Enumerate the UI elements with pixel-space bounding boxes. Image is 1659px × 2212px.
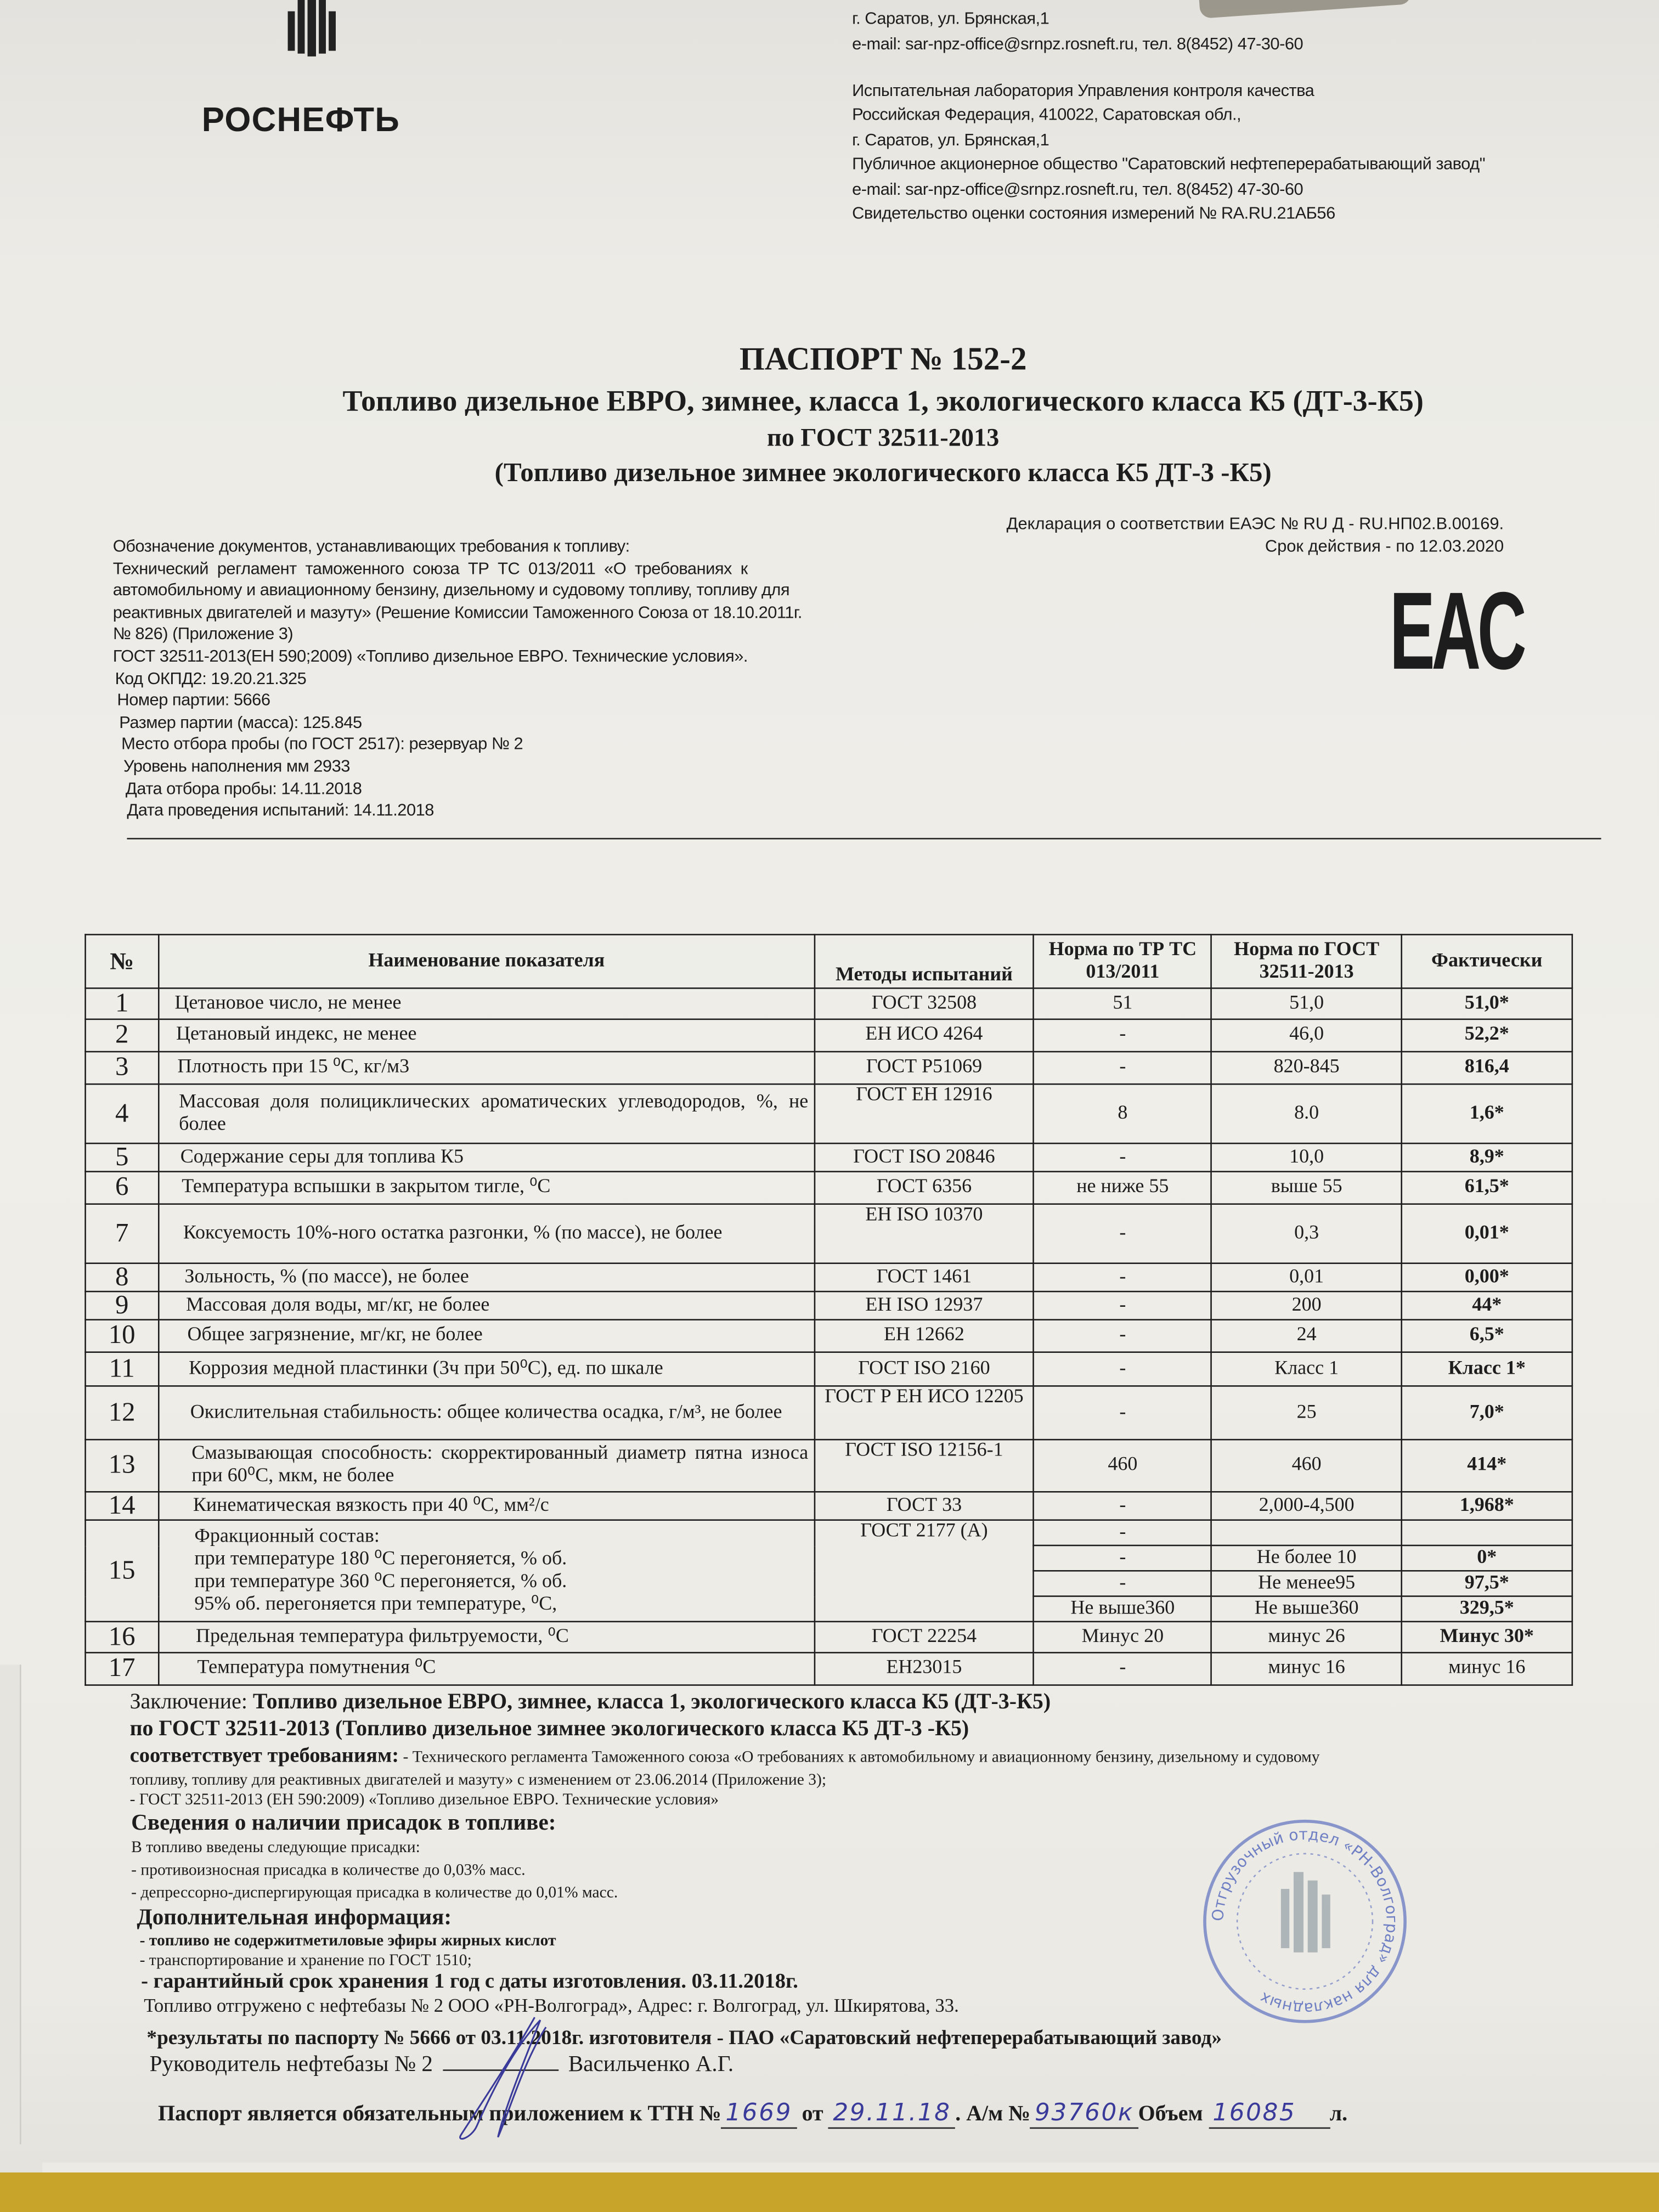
info-line: Код ОКПД2: 19.20.21.325 xyxy=(115,668,307,688)
email-line: e-mail: sar-npz-office@srnpz.rosneft.ru, тел. 8(8452) 47-30-60 xyxy=(852,33,1304,54)
lab-address: Российская Федерация, 410022, Саратовская обл., xyxy=(852,105,1242,125)
indicator-name: Массовая доля полициклических ароматических углеводородов, %, не более xyxy=(159,1084,815,1143)
norm-tr-ts: Не выше360 xyxy=(1034,1596,1212,1622)
test-method: ГОСТ 2177 (А) xyxy=(815,1520,1034,1622)
indicator-name-line: при температуре 360 ⁰С перегоняется, % об. xyxy=(194,1571,567,1592)
test-method: ГОСТ ISO 20846 xyxy=(815,1143,1034,1171)
norm-tr-ts: 8 xyxy=(1034,1084,1212,1143)
table-row xyxy=(86,1440,1572,1492)
actual-value: 6,5* xyxy=(1402,1320,1572,1352)
document-info xyxy=(113,536,802,822)
compliance-text: - Технического регламента Таможенного союза «О требованиях к автомобильному и авиационному бензину, дизельному и судовому xyxy=(399,1749,1320,1767)
actual-value: 61,5* xyxy=(1402,1172,1572,1204)
test-method: ГОСТ ЕН 12916 xyxy=(815,1084,1034,1143)
info-line: Размер партии (масса): 125.845 xyxy=(119,712,362,732)
row-number: 15 xyxy=(86,1520,159,1622)
conclusion-label: Заключение: xyxy=(129,1690,253,1714)
table-row xyxy=(86,1386,1572,1440)
actual-value: 414* xyxy=(1402,1440,1572,1492)
info-line: Место отбора пробы (по ГОСТ 2517): резервуар № 2 xyxy=(121,734,523,754)
actual-value: Минус 30* xyxy=(1402,1622,1572,1653)
signature-line xyxy=(150,2051,1659,2079)
additional-heading: Дополнительная информация: xyxy=(137,1905,452,1930)
norm-tr-ts: Минус 20 xyxy=(1034,1622,1212,1653)
test-method: ГОСТ ISO 2160 xyxy=(815,1352,1034,1386)
info-line: Технический регламент таможенного союза ТР ТС 013/2011 «О требованиях к xyxy=(112,558,748,578)
indicator-name: Плотность при 15 ⁰С, кг/м3 xyxy=(159,1052,815,1084)
indicator-name: Зольность, % (по массе), не более xyxy=(159,1263,815,1291)
norm-gost: 460 xyxy=(1212,1440,1402,1492)
signature-blank xyxy=(443,2069,558,2071)
table-row xyxy=(86,1352,1572,1386)
norm-gost: минус 26 xyxy=(1212,1622,1402,1653)
norm-gost: Не более 10 xyxy=(1212,1545,1402,1571)
indicator-name: Содержание серы для топлива К5 xyxy=(159,1143,815,1171)
norm-gost: 25 xyxy=(1212,1386,1402,1440)
indicator-name: Коррозия медной пластинки (3ч при 50⁰С), ед. по шкале xyxy=(159,1352,815,1386)
actual-value: 0* xyxy=(1402,1545,1572,1571)
lab-address: г. Саратов, ул. Брянская,1 xyxy=(852,129,1049,150)
info-line: Номер партии: 5666 xyxy=(117,690,270,710)
norm-gost: минус 16 xyxy=(1212,1652,1402,1685)
norm-gost: 46,0 xyxy=(1212,1019,1402,1052)
table-row xyxy=(86,1320,1572,1352)
row-number: 13 xyxy=(86,1440,159,1492)
row-number: 7 xyxy=(86,1204,159,1263)
info-line: автомобильному и авиационному бензину, дизельному и судовому топливу, топливу для xyxy=(112,580,790,600)
row-number: 8 xyxy=(86,1263,159,1291)
row-number: 10 xyxy=(86,1320,159,1352)
column-header: Норма по ТР ТС 013/2011 xyxy=(1034,935,1212,989)
norm-tr-ts: - xyxy=(1034,1143,1212,1171)
table-row xyxy=(86,988,1572,1019)
test-method: ГОСТ 1461 xyxy=(815,1263,1034,1291)
indicator-name-line: Фракционный состав: xyxy=(194,1525,380,1547)
info-line: Дата отбора пробы: 14.11.2018 xyxy=(125,778,362,798)
test-method: ГОСТ 22254 xyxy=(815,1622,1034,1653)
norm-tr-ts: - xyxy=(1034,1019,1212,1052)
norm-tr-ts: - xyxy=(1034,1352,1212,1386)
norm-gost: 820-845 xyxy=(1212,1052,1402,1084)
additive-item: - противоизносная присадка в количестве до 0,03% масс. xyxy=(131,1862,526,1880)
norm-gost xyxy=(1212,1520,1402,1545)
actual-value: Класс 1* xyxy=(1402,1352,1572,1386)
norm-gost: 51,0 xyxy=(1212,988,1402,1019)
signer-name: Васильченко А.Г. xyxy=(568,2052,734,2077)
norm-gost: 10,0 xyxy=(1212,1143,1402,1171)
norm-gost: 8.0 xyxy=(1212,1084,1402,1143)
table-header-row xyxy=(86,935,1572,989)
vehicle-number: 93760к xyxy=(1030,2099,1138,2129)
row-number: 3 xyxy=(86,1052,159,1084)
ttn-footer xyxy=(158,2099,1659,2130)
indicator-name: Смазывающая способность: скорректированный диаметр пятна износа при 60⁰С, мкм, не более xyxy=(159,1440,815,1492)
test-method: ГОСТ Р51069 xyxy=(815,1052,1034,1084)
column-header: Наименование показателя xyxy=(159,935,815,989)
test-method: ЕН 12662 xyxy=(815,1320,1034,1352)
lab-name: Испытательная лаборатория Управления контроля качества xyxy=(852,80,1314,100)
company-name: Публичное акционерное общество "Саратовский нефтеперерабатывающий завод" xyxy=(852,154,1486,174)
stamp-icon xyxy=(1199,1815,1411,2027)
test-method: ЕН23015 xyxy=(815,1652,1034,1685)
compliance xyxy=(130,1745,1659,1810)
declaration-block xyxy=(1007,512,1504,557)
test-method: ЕН ISO 12937 xyxy=(815,1291,1034,1319)
column-header: Норма по ГОСТ 32511-2013 xyxy=(1212,935,1402,989)
actual-value: 7,0* xyxy=(1402,1386,1572,1440)
additional-line: - транспортирование и хранение по ГОСТ 1510; xyxy=(139,1952,472,1970)
table-row xyxy=(86,1652,1572,1685)
column-header: Методы испытаний xyxy=(815,935,1034,989)
test-method: ГОСТ ISO 12156-1 xyxy=(815,1440,1034,1492)
volume-label: Объем xyxy=(1138,2102,1203,2126)
actual-value: 52,2* xyxy=(1402,1019,1572,1052)
norm-tr-ts: - xyxy=(1034,1571,1212,1596)
signer-role: Руководитель нефтебазы № 2 xyxy=(149,2052,433,2077)
norm-tr-ts: - xyxy=(1034,1204,1212,1263)
additives-list xyxy=(131,1837,1114,1904)
vehicle-label: . А/м № xyxy=(955,2102,1031,2126)
norm-gost: 2,000-4,500 xyxy=(1212,1492,1402,1520)
row-number: 16 xyxy=(86,1622,159,1653)
rosneft-emblem-icon xyxy=(279,0,347,59)
column-header: Фактически xyxy=(1402,935,1572,989)
norm-tr-ts: - xyxy=(1034,1320,1212,1352)
norm-tr-ts: 460 xyxy=(1034,1440,1212,1492)
additives-and-stamp-row xyxy=(0,1810,1659,2027)
ttn-label: Паспорт является обязательным приложением к ТТН № xyxy=(157,2102,721,2126)
indicator-name: Кинематическая вязкость при 40 ⁰С, мм²/с xyxy=(159,1492,815,1520)
row-number: 14 xyxy=(86,1492,159,1520)
additives-heading: Сведения о наличии присадок в топливе: xyxy=(131,1811,556,1836)
norm-tr-ts: - xyxy=(1034,1652,1212,1685)
product-subtitle: (Топливо дизельное зимнее экологического класса К5 ДТ-3 -К5) xyxy=(494,458,1272,488)
table-row xyxy=(86,1263,1572,1291)
norm-gost: Не выше360 xyxy=(1212,1596,1402,1622)
table-row xyxy=(86,1019,1572,1052)
norm-gost: Класс 1 xyxy=(1212,1352,1402,1386)
indicator-name: Температура вспышки в закрытом тигле, ⁰С xyxy=(159,1172,815,1204)
actual-value xyxy=(1402,1520,1572,1545)
norm-tr-ts: - xyxy=(1034,1052,1212,1084)
indicator-name: Массовая доля воды, мг/кг, не более xyxy=(159,1291,815,1319)
test-method: ГОСТ 33 xyxy=(815,1492,1034,1520)
actual-value: 0,00* xyxy=(1402,1263,1572,1291)
additional-line: - топливо не содержитметиловые эфиры жирных кислот xyxy=(139,1932,556,1950)
actual-value: минус 16 xyxy=(1402,1652,1572,1685)
indicator-name: Цетановое число, не менее xyxy=(159,988,815,1019)
date-label: от xyxy=(802,2102,823,2126)
indicator-name-line: 95% об. перегоняется при температуре, ⁰С, xyxy=(194,1593,557,1615)
stamp-text: Отгрузочный отдел «РН-Волгоград» для накладных xyxy=(1209,1825,1401,2018)
table-row xyxy=(86,1622,1572,1653)
product-name: Топливо дизельное ЕВРО, зимнее, класса 1, экологического класса К5 (ДТ-3-К5) xyxy=(342,383,1424,418)
norm-tr-ts: - xyxy=(1034,1492,1212,1520)
lab-email: e-mail: sar-npz-office@srnpz.rosneft.ru, тел. 8(8452) 47-30-60 xyxy=(852,178,1304,199)
row-number: 2 xyxy=(86,1019,159,1052)
indicator-name: Цетановый индекс, не менее xyxy=(159,1019,815,1052)
product-standard: по ГОСТ 32511-2013 xyxy=(767,423,1000,452)
compliance-text: - ГОСТ 32511-2013 (ЕН 590:2009) «Топливо дизельное ЕВРО. Технические условия» xyxy=(129,1791,719,1809)
actual-value: 329,5* xyxy=(1402,1596,1572,1622)
test-method: ГОСТ 32508 xyxy=(815,988,1034,1019)
lower-section xyxy=(0,934,1659,2130)
test-method: ЕН ISO 10370 xyxy=(815,1204,1034,1263)
norm-tr-ts: не ниже 55 xyxy=(1034,1172,1212,1204)
info-line: Уровень наполнения мм 2933 xyxy=(123,756,350,776)
desk-surface xyxy=(0,2172,1659,2212)
declaration-validity: Срок действия - по 12.03.2020 xyxy=(1265,536,1504,556)
actual-value: 51,0* xyxy=(1402,988,1572,1019)
indicator-name: Общее загрязнение, мг/кг, не более xyxy=(159,1320,815,1352)
info-line: ГОСТ 32511-2013(ЕН 590;2009) «Топливо дизельное ЕВРО. Технические условия». xyxy=(112,646,748,666)
norm-tr-ts: - xyxy=(1034,1263,1212,1291)
indicator-name-line: при температуре 180 ⁰С перегоняется, % об. xyxy=(194,1548,567,1570)
table-row xyxy=(86,1204,1572,1263)
row-number: 6 xyxy=(86,1172,159,1204)
norm-gost: 24 xyxy=(1212,1320,1402,1352)
eac-mark-icon: EAC xyxy=(1389,568,1523,693)
indicator-name: Температура помутнения ⁰С xyxy=(159,1652,815,1685)
actual-value: 8,9* xyxy=(1402,1143,1572,1171)
additives-intro: В топливо введены следующие присадки: xyxy=(131,1839,420,1857)
table-row xyxy=(86,1492,1572,1520)
table-row xyxy=(86,1084,1572,1143)
norm-tr-ts: - xyxy=(1034,1545,1212,1571)
manufacturer-line: *результаты по паспорту № 5666 от 03.11.2018г. изготовителя - ПАО «Саратовский нефтеперерабатывающий завод» xyxy=(146,2027,1222,2050)
norm-gost: Не менее95 xyxy=(1212,1571,1402,1596)
rosneft-logo-text: РОСНЕФТЬ xyxy=(201,101,400,140)
actual-value: 1,968* xyxy=(1402,1492,1572,1520)
compliance-text: топливу, топливу для реактивных двигателей и мазуту» с изменением от 23.06.2014 (Приложение 3); xyxy=(129,1771,827,1789)
table-row xyxy=(86,1143,1572,1171)
conclusion-product: Топливо дизельное ЕВРО, зимнее, класса 1, экологического класса К5 (ДТ-3-К5) xyxy=(252,1690,1051,1714)
row-number: 4 xyxy=(86,1084,159,1143)
info-line: Обозначение документов, устанавливающих требования к топливу: xyxy=(112,536,630,556)
norm-gost: выше 55 xyxy=(1212,1172,1402,1204)
compliance-label: соответствует требованиям: xyxy=(129,1745,399,1768)
row-number: 11 xyxy=(86,1352,159,1386)
declaration-number: Декларация о соответствии ЕАЭС № RU Д - RU.НП02.В.00169. xyxy=(1006,513,1504,533)
row-number: 9 xyxy=(86,1291,159,1319)
table-row xyxy=(86,1520,1572,1545)
info-line: реактивных двигателей и мазуту» (Решение Комиссии Таможенного Союза от 18.10.2011г. xyxy=(112,602,802,622)
conclusion xyxy=(130,1689,1659,1742)
additive-item: - депрессорно-диспергирующая присадка в количестве до 0,01% масс. xyxy=(131,1884,618,1902)
actual-value: 44* xyxy=(1402,1291,1572,1319)
volume-unit: л. xyxy=(1329,2102,1348,2126)
row-number: 1 xyxy=(86,988,159,1019)
ttn-date: 29.11.18 xyxy=(829,2099,956,2129)
specification-table xyxy=(84,934,1573,1686)
indicator-name: Коксуемость 10%-ного остатка разгонки, % (по массе), не более xyxy=(159,1204,815,1263)
test-method: ГОСТ Р ЕН ИСО 12205 xyxy=(815,1386,1034,1440)
warranty-line: - гарантийный срок хранения 1 год с даты изготовления. 03.11.2018г. xyxy=(141,1971,798,1994)
norm-tr-ts: - xyxy=(1034,1386,1212,1440)
norm-gost: 200 xyxy=(1212,1291,1402,1319)
table-row xyxy=(86,1172,1572,1204)
info-line: Дата проведения испытаний: 14.11.2018 xyxy=(127,800,434,820)
table-row xyxy=(86,1291,1572,1319)
additives-column xyxy=(0,1810,1114,2017)
norm-gost: 0,01 xyxy=(1212,1263,1402,1291)
indicator-name: Предельная температура фильтруемости, ⁰С xyxy=(159,1622,815,1653)
norm-tr-ts: - xyxy=(1034,1291,1212,1319)
actual-value: 1,6* xyxy=(1402,1084,1572,1143)
row-number: 5 xyxy=(86,1143,159,1171)
shipment-line: Топливо отгружено с нефтебазы № 2 ООО «РН-Волгоград», Адрес: г. Волгоград, ул. Шкирятова, 33. xyxy=(144,1994,959,2016)
passport-title: ПАСПОРТ № 152-2 xyxy=(739,341,1027,377)
signature-icon xyxy=(450,2013,563,2140)
table-row xyxy=(86,1052,1572,1084)
volume-value: 16085 xyxy=(1209,2099,1330,2129)
divider xyxy=(127,838,1601,839)
indicator-name: Окислительная стабильность: общее количества осадка, г/м³, не более xyxy=(159,1386,815,1440)
info-line: № 826) (Приложение 3) xyxy=(112,624,294,644)
company-address-top xyxy=(852,5,1303,57)
actual-value: 0,01* xyxy=(1402,1204,1572,1263)
conclusion-standard: по ГОСТ 32511-2013 (Топливо дизельное зимнее экологического класса К5 ДТ-3 -К5) xyxy=(129,1717,969,1741)
actual-value: 816,4 xyxy=(1402,1052,1572,1084)
indicator-name xyxy=(159,1520,815,1622)
certificate-number: Свидетельство оценки состояния измерений № RA.RU.21АБ56 xyxy=(852,203,1335,223)
lab-info xyxy=(852,79,1485,227)
actual-value: 97,5* xyxy=(1402,1571,1572,1596)
ttn-number: 1669 xyxy=(721,2099,797,2129)
norm-tr-ts: - xyxy=(1034,1520,1212,1545)
norm-gost: 0,3 xyxy=(1212,1204,1402,1263)
test-method: ЕН ИСО 4264 xyxy=(815,1019,1034,1052)
test-method: ГОСТ 6356 xyxy=(815,1172,1034,1204)
norm-tr-ts: 51 xyxy=(1034,988,1212,1019)
address-line: г. Саратов, ул. Брянская,1 xyxy=(852,8,1049,29)
column-header: № xyxy=(86,935,159,989)
row-number: 17 xyxy=(86,1652,159,1685)
row-number: 12 xyxy=(86,1386,159,1440)
